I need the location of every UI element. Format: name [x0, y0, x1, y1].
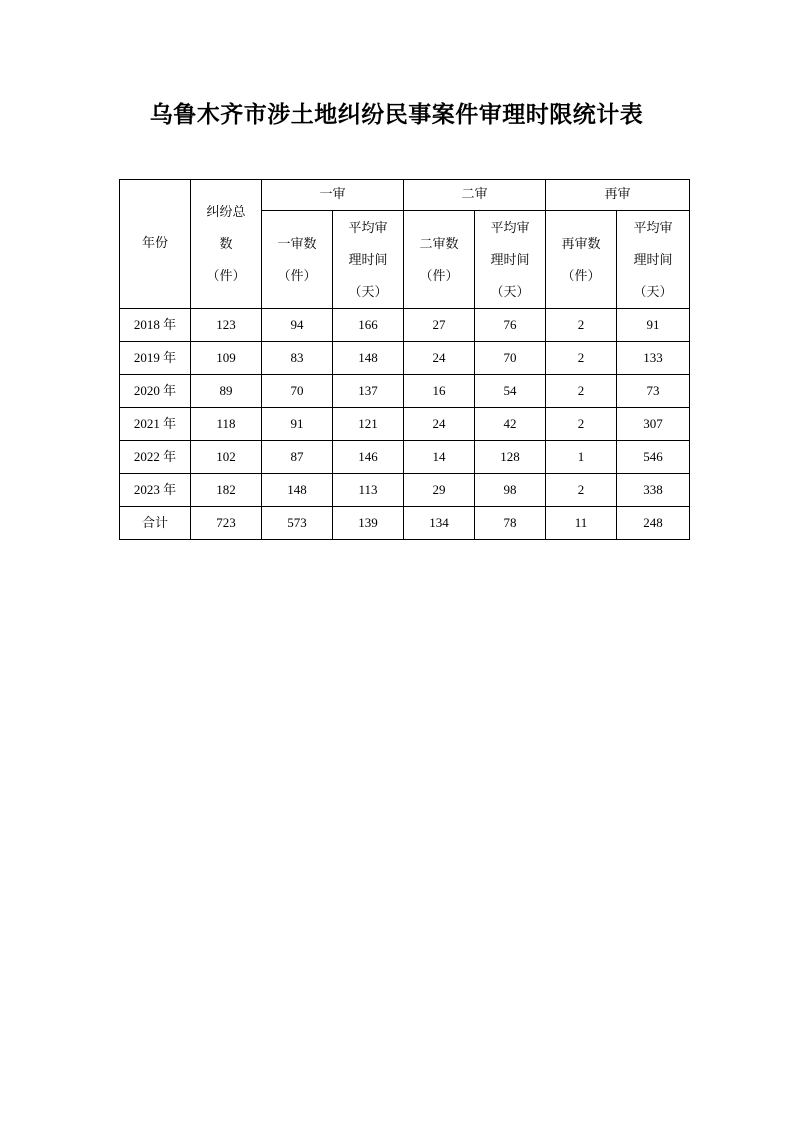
total-disputes-header: 纠纷总 数 （件） — [191, 180, 262, 309]
first-instance-count-header: 一审数 （件） — [262, 211, 333, 309]
header-group-row — [120, 180, 690, 211]
second-count-cell: 24 — [404, 342, 475, 375]
retrial-count-cell: 2 — [546, 474, 617, 507]
first-count-cell: 83 — [262, 342, 333, 375]
second-time-cell: 78 — [475, 507, 546, 540]
second-count-cell: 24 — [404, 408, 475, 441]
statistics-table — [119, 179, 690, 540]
second-count-cell: 29 — [404, 474, 475, 507]
table-row — [120, 474, 690, 507]
second-count-cell: 27 — [404, 309, 475, 342]
first-count-cell: 70 — [262, 375, 333, 408]
retrial-count-cell: 2 — [546, 309, 617, 342]
first-time-cell: 166 — [333, 309, 404, 342]
second-time-cell: 128 — [475, 441, 546, 474]
first-time-cell: 146 — [333, 441, 404, 474]
total-cell: 182 — [191, 474, 262, 507]
second-time-cell: 54 — [475, 375, 546, 408]
total-cell: 109 — [191, 342, 262, 375]
retrial-count-header: 再审数 （件） — [546, 211, 617, 309]
total-cell: 123 — [191, 309, 262, 342]
retrial-count-cell: 1 — [546, 441, 617, 474]
retrial-time-cell: 307 — [617, 408, 690, 441]
first-count-cell: 91 — [262, 408, 333, 441]
year-cell: 2020 年 — [120, 375, 191, 408]
first-count-cell: 94 — [262, 309, 333, 342]
second-count-cell: 16 — [404, 375, 475, 408]
second-time-cell: 42 — [475, 408, 546, 441]
first-count-cell: 87 — [262, 441, 333, 474]
first-count-cell: 148 — [262, 474, 333, 507]
second-count-cell: 134 — [404, 507, 475, 540]
first-instance-avg-time-header: 平均审 理时间 （天） — [333, 211, 404, 309]
total-cell: 89 — [191, 375, 262, 408]
second-instance-count-header: 二审数 （件） — [404, 211, 475, 309]
retrial-time-cell: 248 — [617, 507, 690, 540]
year-header: 年份 — [120, 180, 191, 309]
retrial-count-cell: 11 — [546, 507, 617, 540]
table-row — [120, 309, 690, 342]
retrial-count-cell: 2 — [546, 342, 617, 375]
first-time-cell: 113 — [333, 474, 404, 507]
year-cell: 2018 年 — [120, 309, 191, 342]
second-time-cell: 76 — [475, 309, 546, 342]
retrial-header: 再审 — [546, 180, 690, 211]
first-count-cell: 573 — [262, 507, 333, 540]
year-cell: 2023 年 — [120, 474, 191, 507]
page-title: 乌鲁木齐市涉土地纠纷民事案件审理时限统计表 — [149, 102, 644, 128]
second-time-cell: 70 — [475, 342, 546, 375]
first-time-cell: 148 — [333, 342, 404, 375]
table-row — [120, 408, 690, 441]
retrial-avg-time-header: 平均审 理时间 （天） — [617, 211, 690, 309]
year-cell: 2022 年 — [120, 441, 191, 474]
table-row — [120, 342, 690, 375]
table-row — [120, 375, 690, 408]
retrial-count-cell: 2 — [546, 408, 617, 441]
total-cell: 118 — [191, 408, 262, 441]
second-instance-header: 二审 — [404, 180, 546, 211]
first-instance-header: 一审 — [262, 180, 404, 211]
retrial-count-cell: 2 — [546, 375, 617, 408]
total-cell: 102 — [191, 441, 262, 474]
year-cell: 2019 年 — [120, 342, 191, 375]
year-cell: 2021 年 — [120, 408, 191, 441]
second-instance-avg-time-header: 平均审 理时间 （天） — [475, 211, 546, 309]
total-cell: 723 — [191, 507, 262, 540]
first-time-cell: 137 — [333, 375, 404, 408]
table-row — [120, 441, 690, 474]
second-count-cell: 14 — [404, 441, 475, 474]
retrial-time-cell: 546 — [617, 441, 690, 474]
table-total-row — [120, 507, 690, 540]
first-time-cell: 139 — [333, 507, 404, 540]
retrial-time-cell: 73 — [617, 375, 690, 408]
retrial-time-cell: 91 — [617, 309, 690, 342]
retrial-time-cell: 133 — [617, 342, 690, 375]
total-label-cell: 合计 — [120, 507, 191, 540]
first-time-cell: 121 — [333, 408, 404, 441]
retrial-time-cell: 338 — [617, 474, 690, 507]
second-time-cell: 98 — [475, 474, 546, 507]
